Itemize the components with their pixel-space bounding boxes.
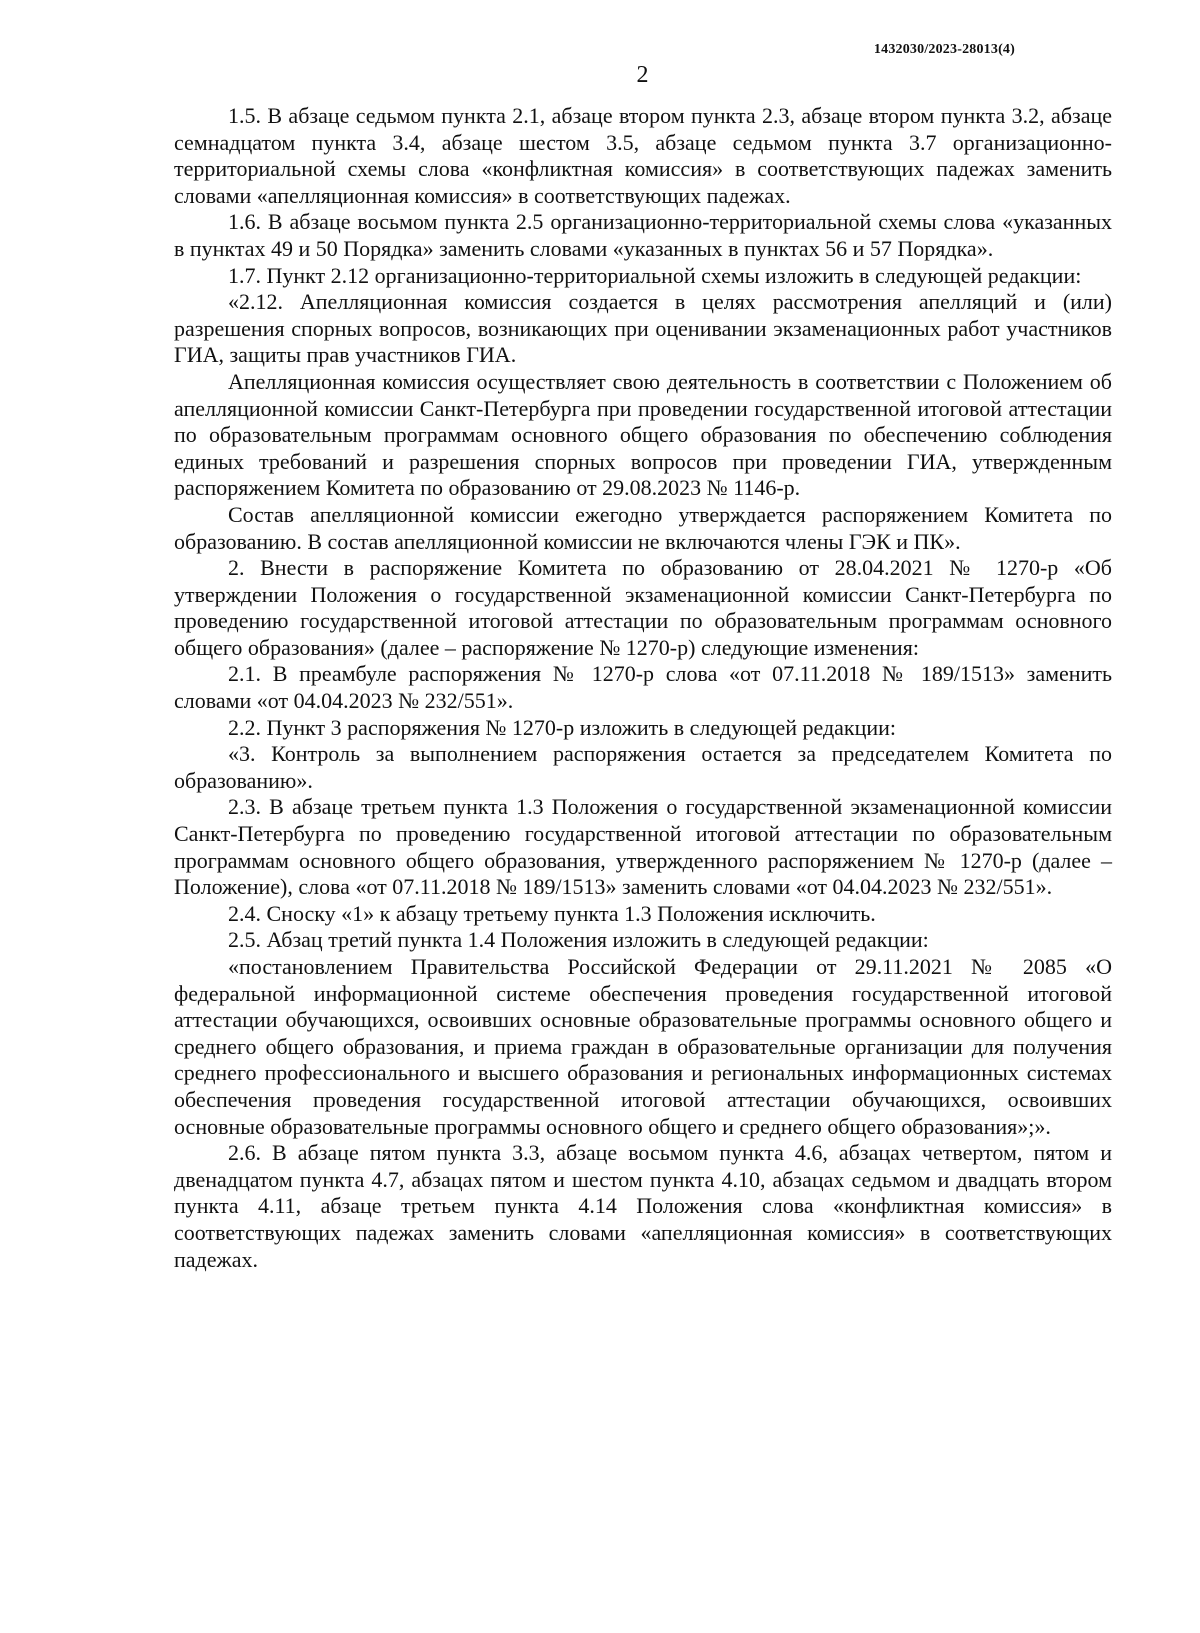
paragraph-appeal-activity: Апелляционная комиссия осуществляет свою деятельность в соответствии с Положением об апелляционной комиссии Санкт-Петербурга при проведении государственной итоговой аттестации по образовательным программам основного общего образования по обеспечению соблюдения единых требований и разрешения спорных вопросов при проведении ГИА, утвержденным распоряжением Комитета по образованию от 29.08.2023 № 1146-р. <box>174 368 1112 501</box>
paragraph-2-2: 2.2. Пункт 3 распоряжения № 1270-р изложить в следующей редакции: <box>228 714 897 740</box>
paragraph-2-4: 2.4. Сноску «1» к абзацу третьему пункта 1.3 Положения исключить. <box>228 900 876 926</box>
paragraph-commission-composition: Состав апелляционной комиссии ежегодно утверждается распоряжением Комитета по образованию. В состав апелляционной комиссии не включаются члены ГЭК и ПК». <box>174 501 1112 554</box>
paragraph-2: 2. Внести в распоряжение Комитета по образованию от 28.04.2021 № 1270-р «Об утверждении Положения о государственной экзаменационной комиссии Санкт-Петербурга по проведению государственной итоговой аттестации по образовательным программам основного общего образования» (далее – распоряжение № 1270-р) следующие изменения: <box>174 555 1112 660</box>
page-number: 2 <box>636 62 649 88</box>
paragraph-2-1: 2.1. В преамбуле распоряжения № 1270-р слова «от 07.11.2018 № 189/1513» заменить словами «от 04.04.2023 № 232/551». <box>174 661 1112 714</box>
paragraph-2-12-quote: «2.12. Апелляционная комиссия создается в целях рассмотрения апелляций и (или) разрешения спорных вопросов, возникающих при оценивании экзаменационных работ участников ГИА, защиты прав участников ГИА. <box>174 289 1112 368</box>
paragraph-1-7: 1.7. Пункт 2.12 организационно-территориальной схемы изложить в следующей редакции: <box>228 262 1082 288</box>
paragraph-2-5: 2.5. Абзац третий пункта 1.4 Положения изложить в следующей редакции: <box>228 927 929 953</box>
document-registration-number: 1432030/2023-28013(4) <box>873 42 1015 57</box>
paragraph-2-6: 2.6. В абзаце пятом пункта 3.3, абзаце восьмом пункта 4.6, абзацах четвертом, пятом и двенадцатом пункта 4.7, абзацах пятом и шестом пункта 4.10, абзацах седьмом и двадцать втором пункта 4.11, абзаце третьем пункта 4.14 Положения слова «конфликтная комиссия» в соответствующих падежах заменить словами «апелляционная комиссия» в соответствующих падежах. <box>174 1140 1112 1272</box>
paragraph-1-6: 1.6. В абзаце восьмом пункта 2.5 организационно-территориальной схемы слова «указанных в пунктах 49 и 50 Порядка» заменить словами «указанных в пунктах 56 и 57 Порядка». <box>174 209 1112 261</box>
paragraph-resolution-quote: «постановлением Правительства Российской Федерации от 29.11.2021 № 2085 «О федеральной информационной системе обеспечения проведения государственной итоговой аттестации обучающихся, освоивших основные образовательные программы основного общего и среднего общего образования, и приема граждан в образовательные организации для получения среднего профессионального и высшего образования и региональных информационных системах обеспечения проведения государственной итоговой аттестации обучающихся, освоивших основные образовательные программы основного общего и среднего общего образования»;». <box>174 954 1112 1139</box>
paragraph-control-quote: «3. Контроль за выполнением распоряжения остается за председателем Комитета по образованию». <box>174 741 1112 793</box>
paragraph-2-3: 2.3. В абзаце третьем пункта 1.3 Положения о государственной экзаменационной комиссии Санкт-Петербурга по проведению государственной итоговой аттестации по образовательным программам основного общего образования, утвержденного распоряжением № 1270-р (далее – Положение), слова «от 07.11.2018 № 189/1513» заменить словами «от 04.04.2023 № 232/551». <box>174 794 1112 900</box>
document-body <box>174 103 1112 1273</box>
paragraph-1-5: 1.5. В абзаце седьмом пункта 2.1, абзаце втором пункта 2.3, абзаце втором пункта 3.2, абзаце семнадцатом пункта 3.4, абзаце шестом 3.5, абзаце седьмом пункта 3.7 организационно-территориальной схемы слова «конфликтная комиссия» в соответствующих падежах заменить словами «апелляционная комиссия» в соответствующих падежах. <box>174 103 1112 208</box>
